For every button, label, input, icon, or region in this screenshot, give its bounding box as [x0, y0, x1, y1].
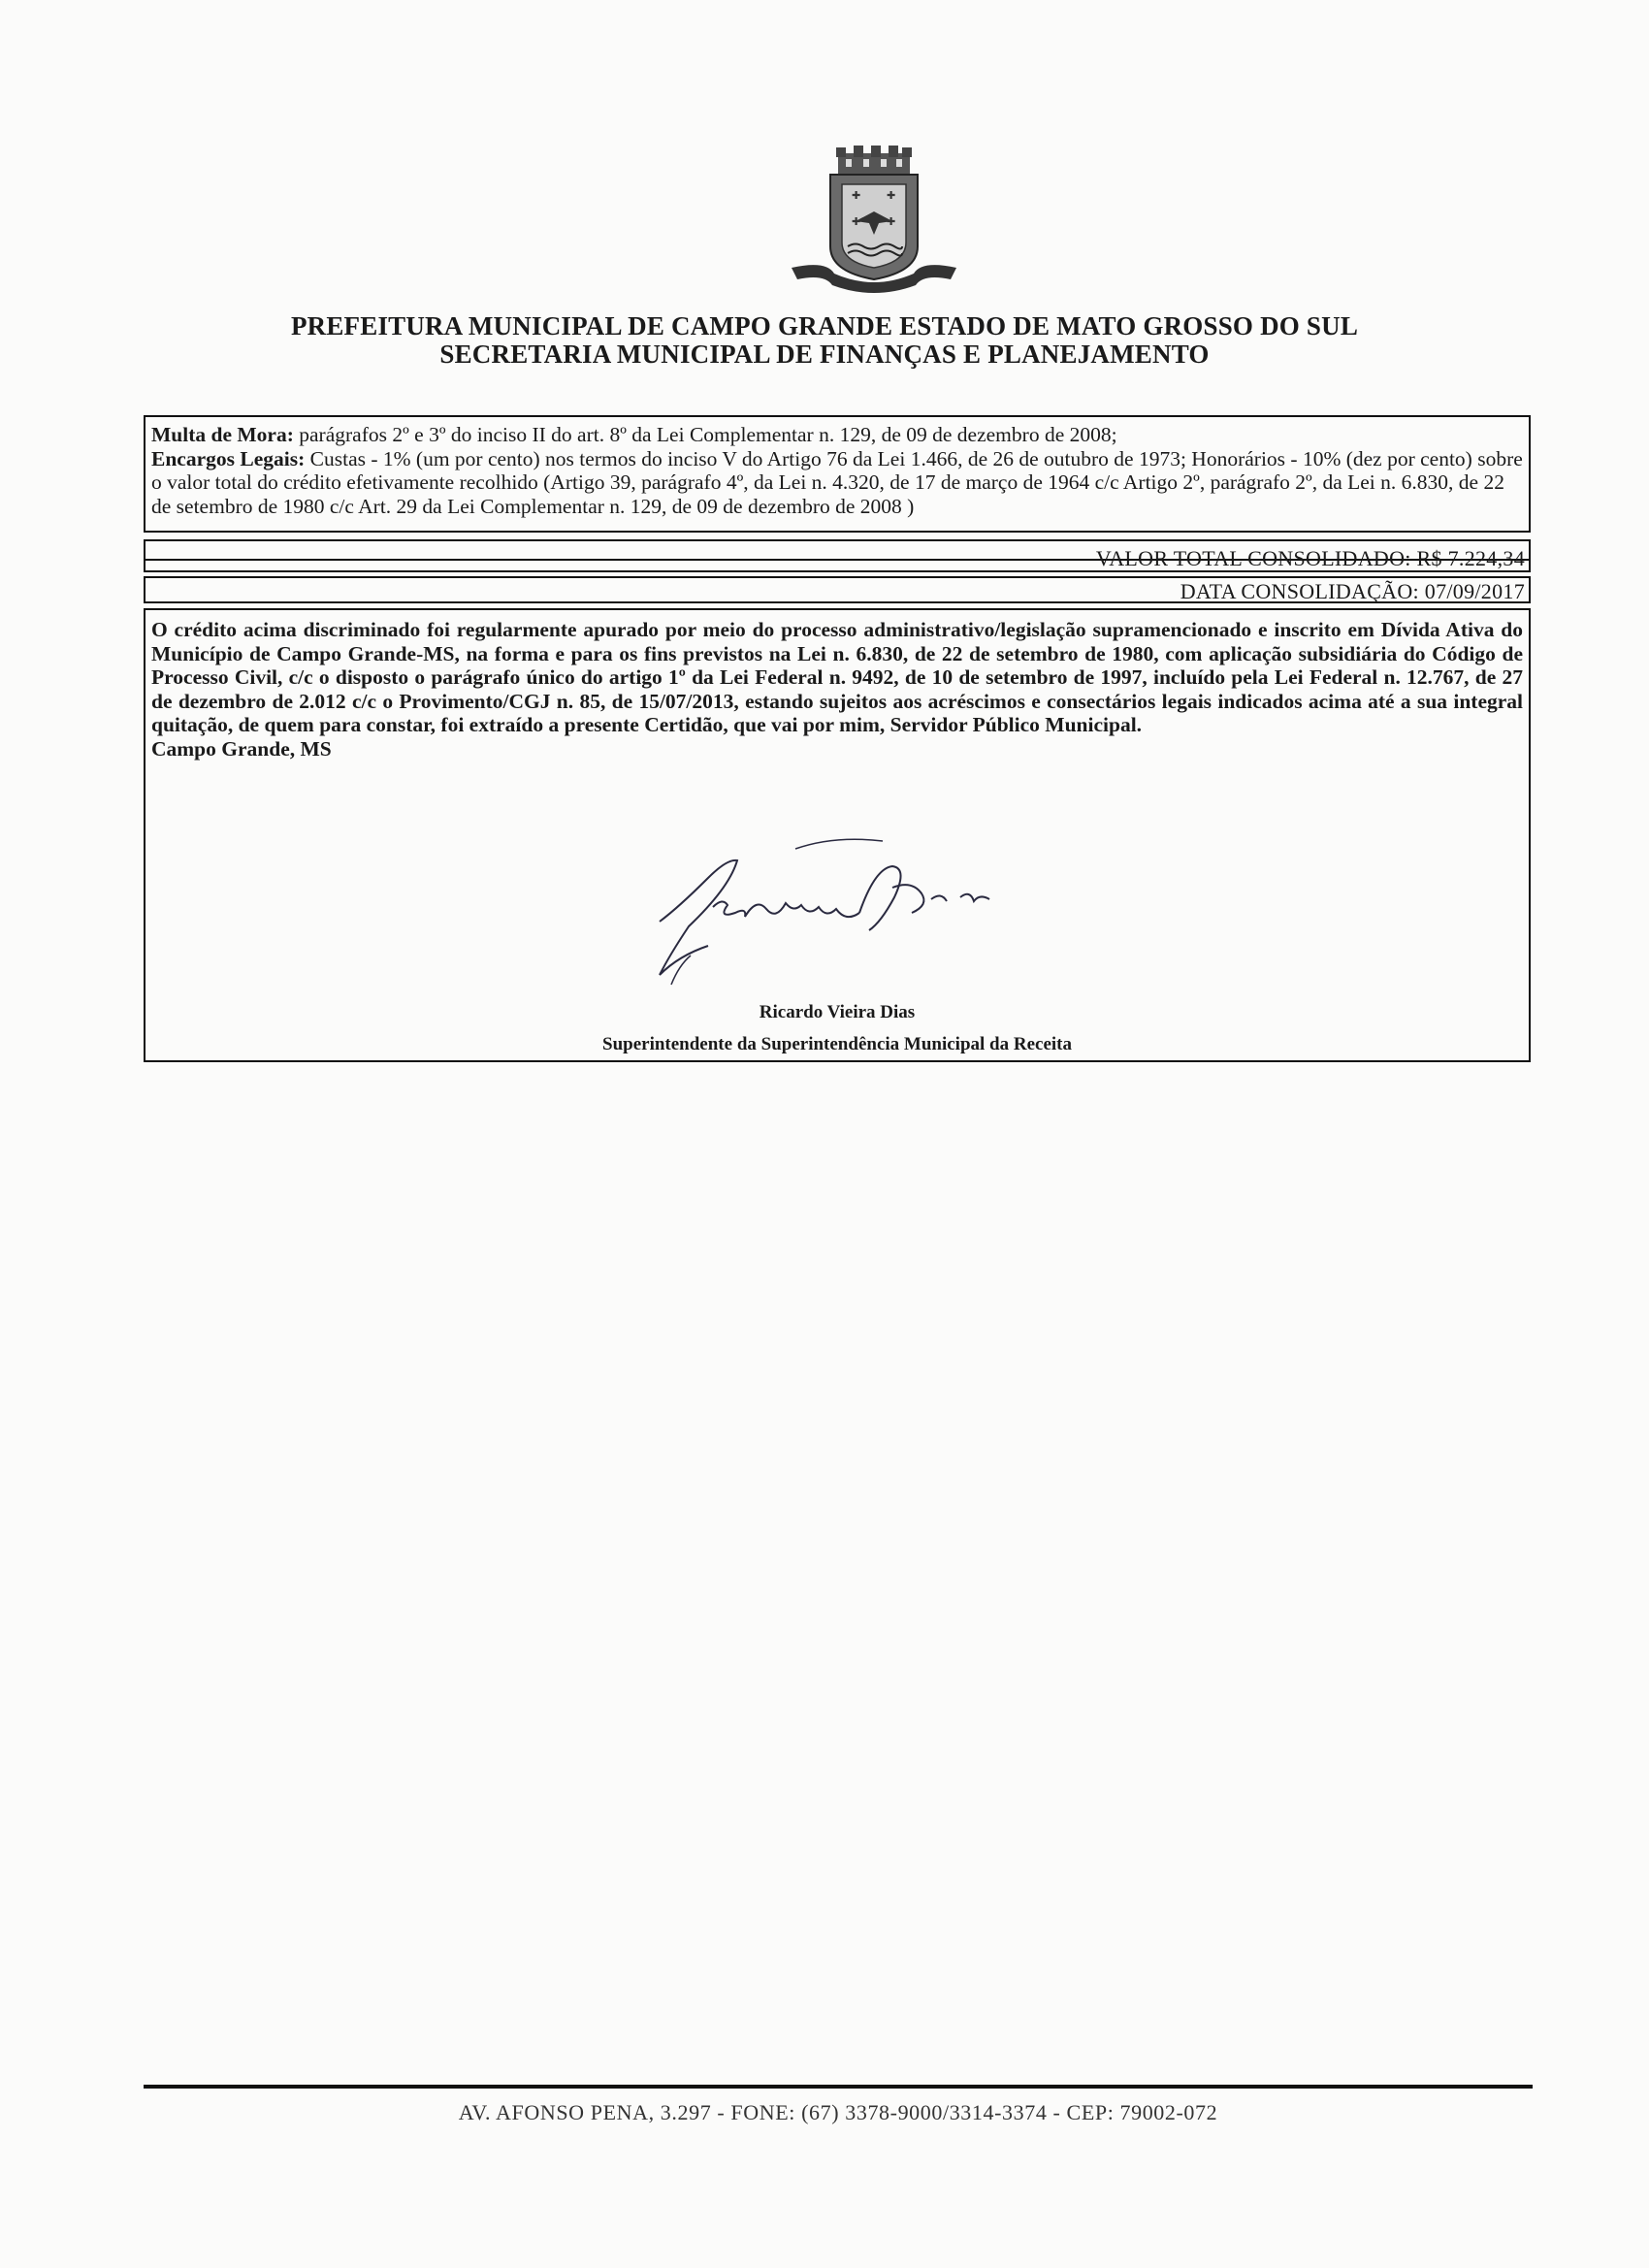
data-consolidacao-row — [144, 576, 1531, 603]
municipal-crest-icon — [788, 146, 960, 293]
svg-text:✚: ✚ — [852, 216, 861, 228]
header-line-2: SECRETARIA MUNICIPAL DE FINANÇAS E PLANEJAMENTO — [439, 340, 1210, 369]
header-line-1: PREFEITURA MUNICIPAL DE CAMPO GRANDE ESTADO DE MATO GROSSO DO SUL — [290, 311, 1359, 340]
document-header — [146, 312, 1504, 369]
certidao-city: Campo Grande, MS — [151, 736, 332, 761]
legal-charges-box — [144, 415, 1531, 533]
svg-text:✚: ✚ — [887, 190, 896, 202]
data-consolidacao: DATA CONSOLIDAÇÃO: 07/09/2017 — [1180, 579, 1525, 603]
signer-name: Ricardo Vieira Dias — [759, 1002, 916, 1022]
footer-rule — [144, 2085, 1533, 2089]
multa-label: Multa de Mora: — [151, 423, 294, 446]
signer-role: Superintendente da Superintendência Municipal da Receita — [602, 1034, 1072, 1054]
encargos-label: Encargos Legais: — [151, 446, 306, 470]
svg-text:✚: ✚ — [852, 190, 861, 202]
handwritten-signature-icon — [621, 829, 1077, 1009]
multa-text: parágrafos 2º e 3º do inciso II do art. 8º da Lei Complementar n. 129, de 09 de dezembro de 2008; — [293, 423, 1117, 446]
certidao-text: O crédito acima discriminado foi regularmente apurado por meio do processo administrativo/legislação supramencionado e inscrito em Dívida Ativa do Município de Campo Grande-MS, na forma e para os fins previstos na Lei n. 6.830, de 22 de setembro de 1980, com aplicação subsidiária do Código de Processo Civil, c/c o disposto o parágrafo único do artigo 1º da Lei Federal n. 9492, de 10 de setembro de 1997, incluído pela Lei Federal n. 12.767, de 27 de dezembro de 2.012 c/c o Provimento/CGJ n. 85, de 15/07/2013, estando sujeitos aos acréscimos e consectários legais indicados acima até a sua integral quitação, de quem para constar, foi extraído a presente Certidão, que vai por mim, Servidor Público Municipal. — [151, 618, 1523, 736]
svg-text:✚: ✚ — [887, 216, 896, 228]
valor-total-consolidado: VALOR TOTAL CONSOLIDADO: R$ 7.224,34 — [1095, 546, 1525, 570]
footer-address: AV. AFONSO PENA, 3.297 - FONE: (67) 3378-9000/3314-3374 - CEP: 79002-072 — [458, 2100, 1218, 2124]
encargos-text: Custas - 1% (um por cento) nos termos do inciso V do Artigo 76 da Lei 1.466, de 26 de outubro de 1973; Honorários - 10% (dez por cento) sobre o valor total do crédito efetivamente recolhido (Artigo 39, parágrafo 4º, da Lei n. 4.320, de 17 de março de 1964 c/c Artigo 2º, parágrafo 2º, da Lei n. 6.830, de 22 de setembro de 1980 c/c Art. 29 da Lei Complementar n. 129, de 09 de dezembro de 2008 ) — [151, 446, 1523, 518]
valor-total-row — [144, 545, 1531, 572]
